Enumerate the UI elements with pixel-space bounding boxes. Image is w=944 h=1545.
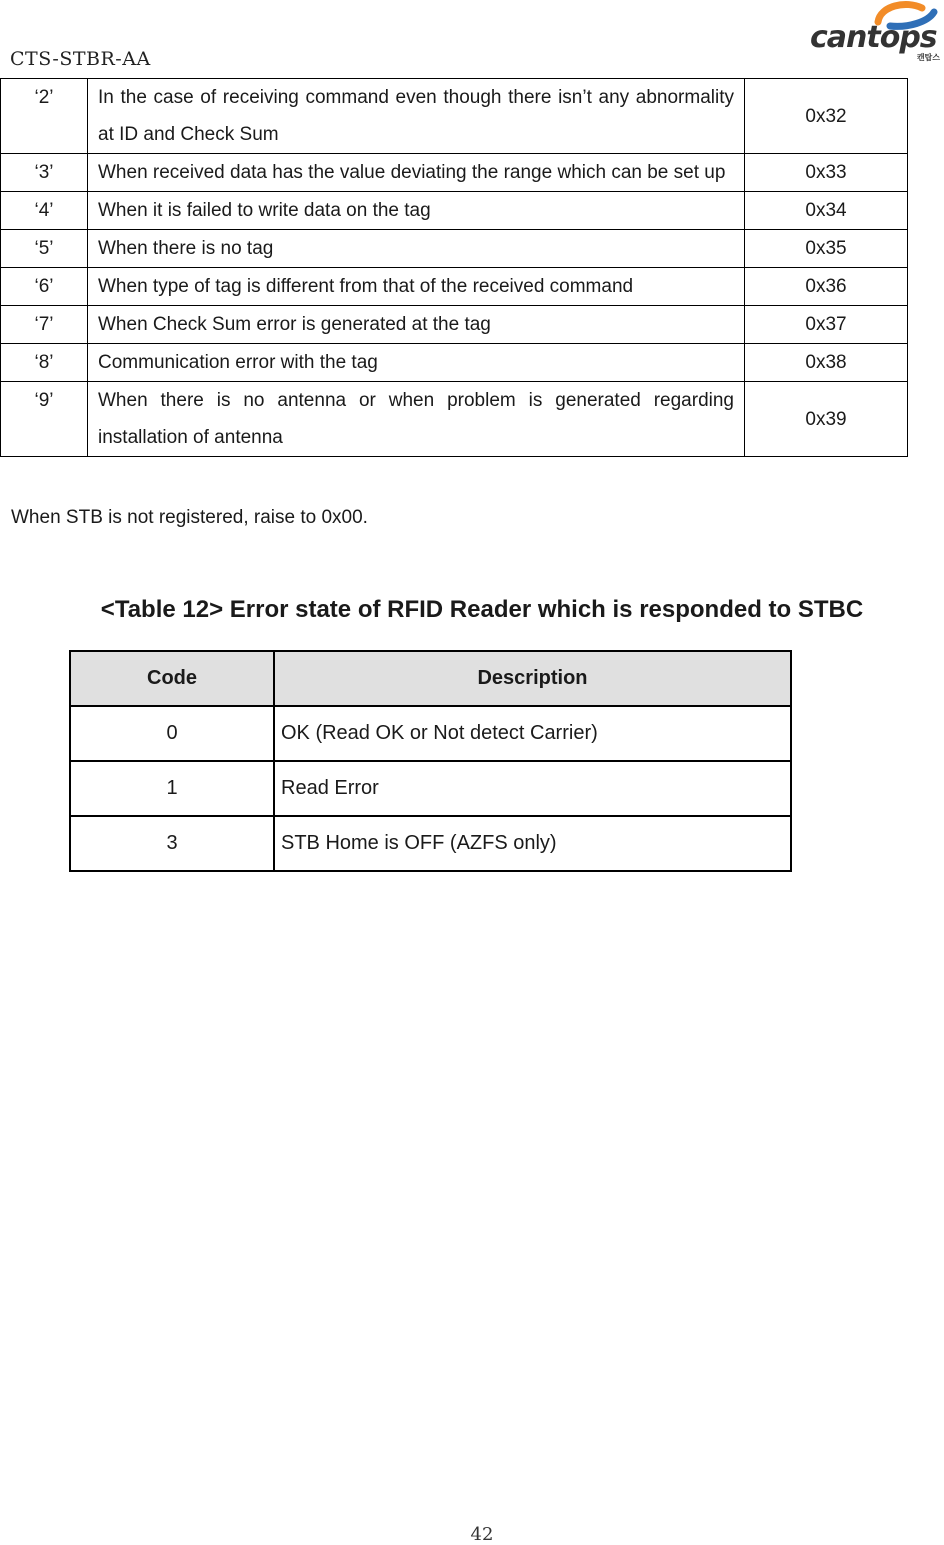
row-value: 0x32: [745, 79, 908, 154]
column-header-description: Description: [274, 651, 791, 706]
table-caption: <Table 12> Error state of RFID Reader which is responded to STBC: [100, 596, 864, 623]
row-description: When there is no tag: [88, 230, 745, 268]
row-description: When it is failed to write data on the tag: [88, 192, 745, 230]
row-description: When type of tag is different from that of the received command: [88, 268, 745, 306]
column-header-code: Code: [70, 651, 274, 706]
table-row: [1, 192, 908, 230]
registration-note: When STB is not registered, raise to 0x00.: [11, 507, 368, 528]
document-code: CTS-STBR-AA: [10, 48, 151, 70]
logo-subtext: 캔탑스: [916, 53, 940, 62]
table-header-row: [70, 651, 791, 706]
table-row: [1, 268, 908, 306]
row-code: 1: [70, 761, 274, 816]
rfid-state-table: [69, 650, 792, 872]
table-row: [1, 382, 908, 457]
table-row: [70, 706, 791, 761]
row-description: OK (Read OK or Not detect Carrier): [274, 706, 791, 761]
company-logo: [806, 0, 942, 64]
table-row: [1, 306, 908, 344]
row-code: ‘6’: [1, 268, 88, 306]
row-code: 3: [70, 816, 274, 871]
row-description: When received data has the value deviating the range which can be set up: [88, 154, 745, 192]
row-code: ‘9’: [1, 382, 88, 457]
row-value: 0x34: [745, 192, 908, 230]
row-code: ‘8’: [1, 344, 88, 382]
row-description: Read Error: [274, 761, 791, 816]
row-value: 0x33: [745, 154, 908, 192]
row-description: Communication error with the tag: [88, 344, 745, 382]
row-code: ‘4’: [1, 192, 88, 230]
page-number: 42: [470, 1524, 494, 1545]
row-code: ‘7’: [1, 306, 88, 344]
row-value: 0x37: [745, 306, 908, 344]
row-value: 0x39: [745, 382, 908, 457]
row-value: 0x38: [745, 344, 908, 382]
error-code-table: [0, 78, 908, 457]
table-row: [1, 154, 908, 192]
row-value: 0x35: [745, 230, 908, 268]
row-description: When there is no antenna or when problem is generated regarding installation of antenna: [88, 382, 745, 457]
table-row: [70, 816, 791, 871]
row-description: In the case of receiving command even though there isn’t any abnormality at ID and Check Sum: [88, 79, 745, 154]
row-code: ‘2’: [1, 79, 88, 154]
table-row: [1, 344, 908, 382]
row-description: STB Home is OFF (AZFS only): [274, 816, 791, 871]
table-row: [1, 230, 908, 268]
logo-wordmark: cantops: [810, 20, 937, 55]
table-row: [1, 79, 908, 154]
row-code: 0: [70, 706, 274, 761]
row-code: ‘5’: [1, 230, 88, 268]
row-description: When Check Sum error is generated at the tag: [88, 306, 745, 344]
table-row: [70, 761, 791, 816]
row-code: ‘3’: [1, 154, 88, 192]
row-value: 0x36: [745, 268, 908, 306]
